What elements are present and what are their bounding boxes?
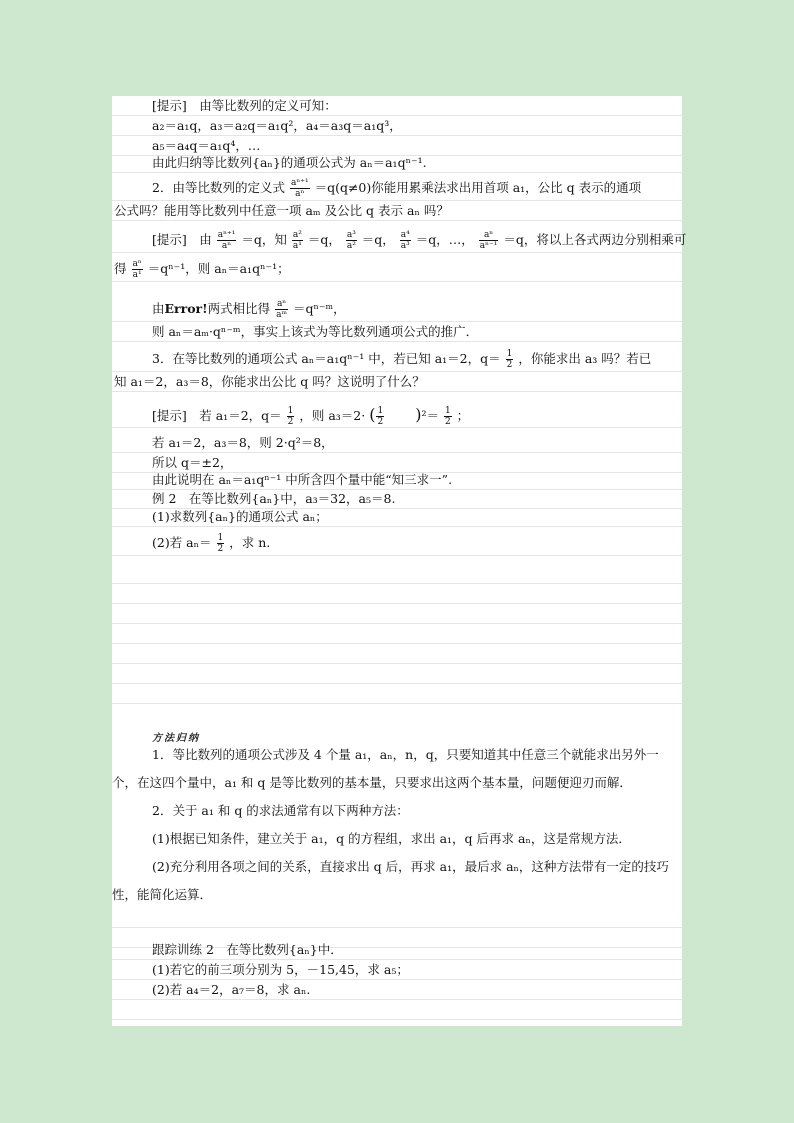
text-line [112, 400, 682, 428]
hint-label: [提示] 由等比数列的定义可知： [152, 98, 337, 113]
formula-text: ，则 a₃＝2· [299, 408, 366, 423]
formula-line: a₅＝a₄q＝a₁q⁴，… [152, 138, 261, 153]
practice-title: 跟踪训练 2 在等比数列{aₙ}中． [152, 942, 343, 957]
text-line [112, 960, 682, 980]
formula-line: 所以 q＝±2， [152, 455, 233, 470]
example-part: ，求 n. [229, 535, 271, 550]
practice-part: (1)若它的前三项分别为 5，－15,45，求 a₅； [152, 962, 409, 977]
formula-text: ＝q， [361, 232, 395, 247]
blank-line [112, 604, 682, 624]
example-title: 例 2 在等比数列{aₙ}中，a₃＝32，a₅＝8. [152, 491, 396, 506]
blank-line [112, 1000, 682, 1020]
method-section [112, 741, 682, 909]
question-text: 2．由等比数列的定义式 [152, 180, 285, 195]
formula-line: a₂＝a₁q，a₃＝a₂q＝a₁q²，a₄＝a₃q＝a₁q³， [152, 118, 402, 133]
method-paragraph: (1)根据已知条件，建立关于 a₁，q 的方程组，求出 a₁，q 后再求 aₙ，这是常规方法． [152, 831, 631, 846]
blank-line [112, 664, 682, 684]
paren: ( [369, 405, 376, 424]
formula-text: 得 [114, 261, 127, 276]
fraction: $\frac{\text{a⁴}}{\text{a³}}$ [400, 230, 410, 251]
formula-text: 由 [152, 301, 165, 316]
question-text: 3．在等比数列的通项公式 aₙ＝a₁qⁿ⁻¹ 中，若已知 a₁＝2，q＝ [152, 351, 501, 366]
formula-text: ＝q，…， [415, 232, 474, 247]
blank-line [112, 684, 682, 704]
fraction: $\frac{\text{aⁿ⁺¹}}{\text{aⁿ}}$ [217, 230, 236, 251]
formula-text: ＝q，将以上各式两边分别相乘可 [503, 232, 687, 247]
fraction: $\frac{\text{aⁿ⁺¹}}{\text{aⁿ}}$ [290, 178, 309, 199]
text-line [112, 940, 682, 960]
formula-line: 由此归纳等比数列{aₙ}的通项公式为 aₙ＝a₁qⁿ⁻¹. [152, 155, 427, 170]
question-text: ＝q(q≠0)你能用累乘法求出用首项 a₁，公比 q 表示的通项 [314, 180, 642, 195]
method-heading: 方法归纳 [152, 733, 200, 744]
text-line [112, 294, 682, 322]
practice-part: (2)若 a₄＝2，a₇＝8，求 aₙ. [152, 982, 311, 997]
formula-text: ＝q， [307, 232, 341, 247]
text-line [112, 528, 682, 556]
hint-label: [提示] 若 a₁＝2，q＝ [152, 408, 282, 423]
hint-label: [提示] 由 [152, 232, 212, 247]
formula-text: ＝q，知 [241, 232, 287, 247]
text-line [112, 225, 687, 253]
method-paragraph: (2)充分利用各项之间的关系，直接求出 q 后，再求 a₁，最后求 aₙ，这种方法带有一定的技巧性，能简化运算． [112, 859, 669, 902]
text-line [112, 507, 682, 527]
fraction: $\frac{1}{2}$ [377, 406, 384, 427]
text-line [112, 980, 682, 1000]
formula-text: ＝qⁿ⁻¹，则 aₙ＝a₁qⁿ⁻¹； [147, 261, 290, 276]
fraction: $\frac{\text{aⁿ}}{\text{aⁿ⁻¹}}$ [479, 230, 498, 251]
text-line [112, 173, 682, 201]
blank-line [112, 584, 682, 604]
text-line [112, 433, 682, 453]
document-page [112, 96, 687, 1026]
question-text: 知 a₁＝2，a₃＝8，你能求出公比 q 吗？这说明了什么？ [114, 374, 425, 389]
blank-line [112, 908, 682, 928]
paren: ) [415, 405, 422, 424]
text-line [112, 322, 682, 342]
formula-text: ＝qⁿ⁻ᵐ， [293, 301, 346, 316]
text-line [112, 489, 682, 509]
fraction: $\frac{\text{aⁿ}}{\text{a¹}}$ [132, 259, 142, 280]
blank-line [112, 564, 682, 584]
method-paragraph: 2．关于 a₁ 和 q 的求法通常有以下两种方法： [152, 803, 409, 818]
blank-line [112, 644, 682, 664]
fraction: $\frac{\text{a²}}{\text{a¹}}$ [292, 230, 302, 251]
text-line [112, 470, 682, 490]
fraction: $\frac{1}{2}$ [287, 406, 294, 427]
fraction: $\frac{1}{2}$ [444, 406, 451, 427]
text-line [112, 372, 682, 392]
blank-line [112, 624, 682, 644]
fraction: $\frac{1}{2}$ [217, 533, 224, 554]
formula-line: 若 a₁＝2，a₃＝8，则 2·q²＝8， [152, 435, 334, 450]
text-line [112, 344, 682, 372]
formula-line: 则 aₙ＝aₘ·qⁿ⁻ᵐ，事实上该式为等比数列通项公式的推广． [152, 324, 479, 339]
text-line [112, 254, 682, 282]
error-text: Error! [164, 301, 208, 316]
formula-line: 由此说明在 aₙ＝a₁qⁿ⁻¹ 中所含四个量中能“知三求一”. [152, 472, 453, 487]
text-line [112, 153, 682, 173]
example-part: (2)若 aₙ＝ [152, 535, 212, 550]
question-text: ，你能求出 a₃ 吗？若已 [518, 351, 652, 366]
question-text: 公式吗？能用等比数列中任意一项 aₘ 及公比 q 表示 aₙ 吗？ [114, 203, 449, 218]
formula-text: 两式相比得 [207, 301, 271, 316]
fraction: $\frac{1}{2}$ [506, 349, 513, 370]
example-part: (1)求数列{aₙ}的通项公式 aₙ； [152, 509, 328, 524]
formula-text: ； [456, 408, 470, 423]
fraction: $\frac{\text{aⁿ}}{\text{aᵐ}}$ [276, 299, 288, 320]
method-paragraph: 1．等比数列的通项公式涉及 4 个量 a₁，aₙ，n，q，只要知道其中任意三个就能求出另外一个，在这四个量中，a₁ 和 q 是等比数列的基本量，只要求出这两个基本量，问题便迎刃而解． [112, 747, 659, 790]
text-line [112, 201, 682, 221]
formula-text: ²＝ [421, 408, 439, 423]
text-line [112, 96, 682, 116]
text-line [112, 116, 682, 136]
fraction: $\frac{\text{a³}}{\text{a²}}$ [346, 230, 356, 251]
